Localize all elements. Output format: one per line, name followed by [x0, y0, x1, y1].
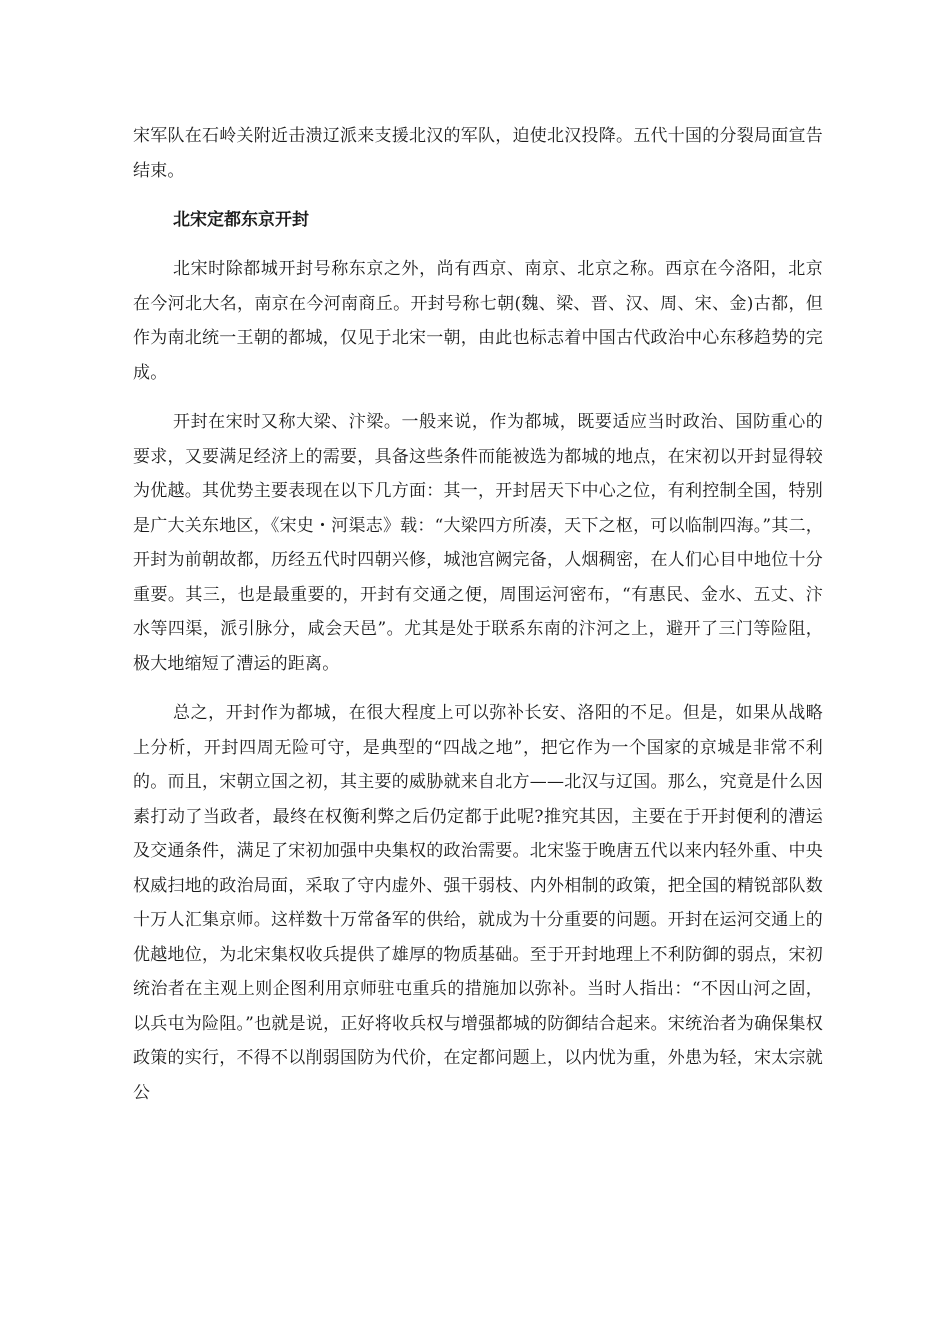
paragraph-advantages: 开封在宋时又称大梁、汴梁。一般来说，作为都城，既要适应当时政治、国防重心的要求，又要满足经济上的需要，具备这些条件而能被选为都城的地点，在宋初以开封显得较为优越。其优势主要表现在以下几方面：其一，开封居天下中心之位，有利控制全国，特别是广大关东地区，《宋史・河渠志》载：“大梁四方所凑，天下之枢，可以临制四海。”其二，开封为前朝故都，历经五代时四朝兴修，城池宫阙完备，人烟稠密，在人们心目中地位十分重要。其三，也是最重要的，开封有交通之便，周围运河密布，“有惠民、金水、五丈、汴水等四渠，派引脉分，咸会天邑”。尤其是处于联系东南的汴河之上，避开了三门等险阻，极大地缩短了漕运的距离。 — [133, 412, 823, 674]
paragraph-capitals: 北宋时除都城开封号称东京之外，尚有西京、南京、北京之称。西京在今洛阳，北京在今河北大名，南京在今河南商丘。开封号称七朝(魏、梁、晋、汉、周、宋、金)古都，但作为南北统一王朝的都城，仅见于北宋一朝，由此也标志着中国古代政治中心东移趋势的完成。 — [133, 259, 823, 383]
paragraph-gap — [133, 390, 823, 405]
paragraph-gap — [133, 681, 823, 696]
paragraph-continuation: 宋军队在石岭关附近击溃辽派来支援北汉的军队，迫使北汉投降。五代十国的分裂局面宣告结束。 — [133, 126, 823, 181]
paragraph-gap — [133, 188, 823, 203]
section-heading: 北宋定都东京开封 — [173, 210, 309, 230]
paragraph-summary: 总之，开封作为都城，在很大程度上可以弥补长安、洛阳的不足。但是，如果从战略上分析，开封四周无险可守，是典型的“四战之地”，把它作为一个国家的京城是非常不利的。而且，宋朝立国之初，其主要的威胁就来自北方——北汉与辽国。那么，究竟是什么因素打动了当政者，最终在权衡利弊之后仍定都于此呢?推究其因，主要在于开封便利的漕运及交通条件，满足了宋初加强中央集权的政治需要。北宋鉴于晚唐五代以来内轻外重、中央权威扫地的政治局面，采取了守内虚外、强干弱枝、内外相制的政策，把全国的精锐部队数十万人汇集京师。这样数十万常备军的供给，就成为十分重要的问题。开封在运河交通上的优越地位，为北宋集权收兵提供了雄厚的物质基础。至于开封地理上不利防御的弱点，宋初统治者在主观上则企图利用京师驻屯重兵的措施加以弥补。当时人指出：“不因山河之固，以兵屯为险阻。”也就是说，正好将收兵权与增强都城的防御结合起来。宋统治者为确保集权政策的实行，不得不以削弱国防为代价，在定都问题上，以内忧为重，外患为轻，宋太宗就公 — [133, 703, 823, 1103]
document-page — [133, 119, 823, 1110]
paragraph-gap — [133, 237, 823, 252]
